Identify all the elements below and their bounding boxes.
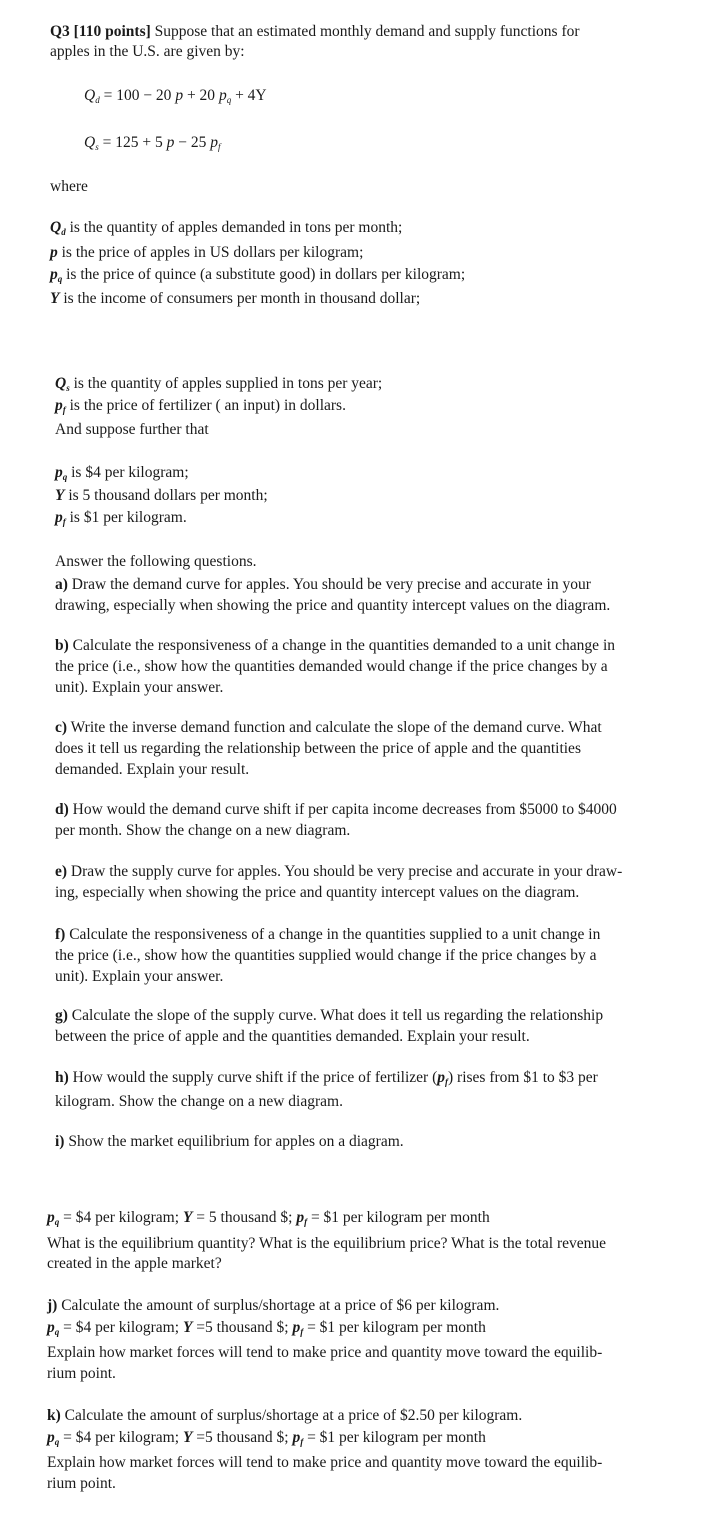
given-y: Y is 5 thousand dollars per month; [55, 487, 268, 504]
question-i-text-line-2: created in the apple market? [47, 1255, 222, 1272]
question-k-line-1: k) Calculate the amount of surplus/shortage at a price of $2.50 per kilogram. [47, 1407, 523, 1424]
question-k-conditions: $p_q$ = $4 per kilogram; Y =5 thousand $; $p_f$ = $1 per kilogram per month [47, 1429, 486, 1447]
question-a-line-2: drawing, especially when showing the price and quantity intercept values on the diagram. [55, 597, 611, 614]
question-b-line-2: the price (i.e., show how the quantities demanded would change if the price changes by a [55, 658, 608, 675]
question-f-line-2: the price (i.e., show how the quantities supplied would change if the price changes by a [55, 947, 597, 964]
question-f-line-3: unit). Explain your answer. [55, 968, 224, 985]
def-y: Y is the income of consumers per month in thousand dollar; [50, 290, 421, 307]
def-p: p is the price of apples in US dollars per kilogram; [50, 244, 364, 261]
suppose-line: And suppose further that [55, 421, 209, 438]
question-b-line-1: b) Calculate the responsiveness of a change in the quantities demanded to a unit change in [55, 637, 615, 654]
supply-equation: $Q_s = 125 + 5$ p − 25 $p_f$ [84, 134, 221, 152]
def-pf: $p_f$ is the price of fertilizer ( an input) in dollars. [55, 397, 346, 415]
def-qd: $Q_d$ is the quantity of apples demanded in tons per month; [50, 219, 403, 237]
answer-intro: Answer the following questions. [55, 553, 257, 570]
question-h-line-2: kilogram. Show the change on a new diagram. [55, 1093, 343, 1110]
question-e-line-2: ing, especially when showing the price and quantity intercept values on the diagram. [55, 884, 580, 901]
intro-line-1: Suppose that an estimated monthly demand and supply functions for [154, 23, 580, 40]
given-pq: $p_q$ is $4 per kilogram; [55, 464, 189, 482]
question-j-line-4: rium point. [47, 1365, 116, 1382]
intro-line-2: apples in the U.S. are given by: [50, 43, 245, 60]
def-qs: $Q_s$ is the quantity of apples supplied in tons per year; [55, 375, 383, 393]
question-k-line-4: rium point. [47, 1475, 116, 1492]
question-h-line-1: h) How would the supply curve shift if the price of fertilizer $(p_f)$ rises from $1 to $3 per [55, 1069, 598, 1087]
question-b-line-3: unit). Explain your answer. [55, 679, 224, 696]
question-number: Q3 [110 points] [50, 23, 151, 40]
question-f-line-1: f) Calculate the responsiveness of a change in the quantities supplied to a unit change in [55, 926, 601, 943]
question-j-line-1: j) Calculate the amount of surplus/shortage at a price of $6 per kilogram. [47, 1297, 500, 1314]
demand-equation: $Q_d = 100 - 20$ p + 20 $p_q + 4Y$ [84, 87, 267, 105]
question-c-line-1: c) Write the inverse demand function and calculate the slope of the demand curve. What [55, 719, 602, 736]
given-pf: $p_f$ is $1 per kilogram. [55, 509, 187, 527]
question-a-line-1: a) Draw the demand curve for apples. You should be very precise and accurate in your [55, 576, 591, 593]
question-d-line-1: d) How would the demand curve shift if per capita income decreases from $5000 to $4000 [55, 801, 617, 818]
conditions-line: $p_q$ = $4 per kilogram; Y = 5 thousand $; $p_f$ = $1 per kilogram per month [47, 1209, 490, 1227]
question-i-text-line-1: What is the equilibrium quantity? What is the equilibrium price? What is the total revenue [47, 1235, 606, 1252]
question-i-line-1: i) Show the market equilibrium for apples on a diagram. [55, 1133, 404, 1150]
question-g-line-2: between the price of apple and the quantities demanded. Explain your result. [55, 1028, 530, 1045]
question-k-line-3: Explain how market forces will tend to make price and quantity move toward the equilib- [47, 1454, 603, 1471]
question-c-line-2: does it tell us regarding the relationship between the price of apple and the quantities [55, 740, 581, 757]
question-d-line-2: per month. Show the change on a new diagram. [55, 822, 351, 839]
question-header [50, 22, 580, 42]
question-g-line-1: g) Calculate the slope of the supply curve. What does it tell us regarding the relationship [55, 1007, 604, 1024]
question-j-conditions: $p_q$ = $4 per kilogram; Y =5 thousand $; $p_f$ = $1 per kilogram per month [47, 1319, 486, 1337]
question-e-line-1: e) Draw the supply curve for apples. You should be very precise and accurate in your draw- [55, 863, 623, 880]
def-pq: $p_q$ is the price of quince (a substitute good) in dollars per kilogram; [50, 266, 466, 284]
question-c-line-3: demanded. Explain your result. [55, 761, 250, 778]
question-j-line-3: Explain how market forces will tend to make price and quantity move toward the equilib- [47, 1344, 603, 1361]
where-label: where [50, 178, 88, 195]
